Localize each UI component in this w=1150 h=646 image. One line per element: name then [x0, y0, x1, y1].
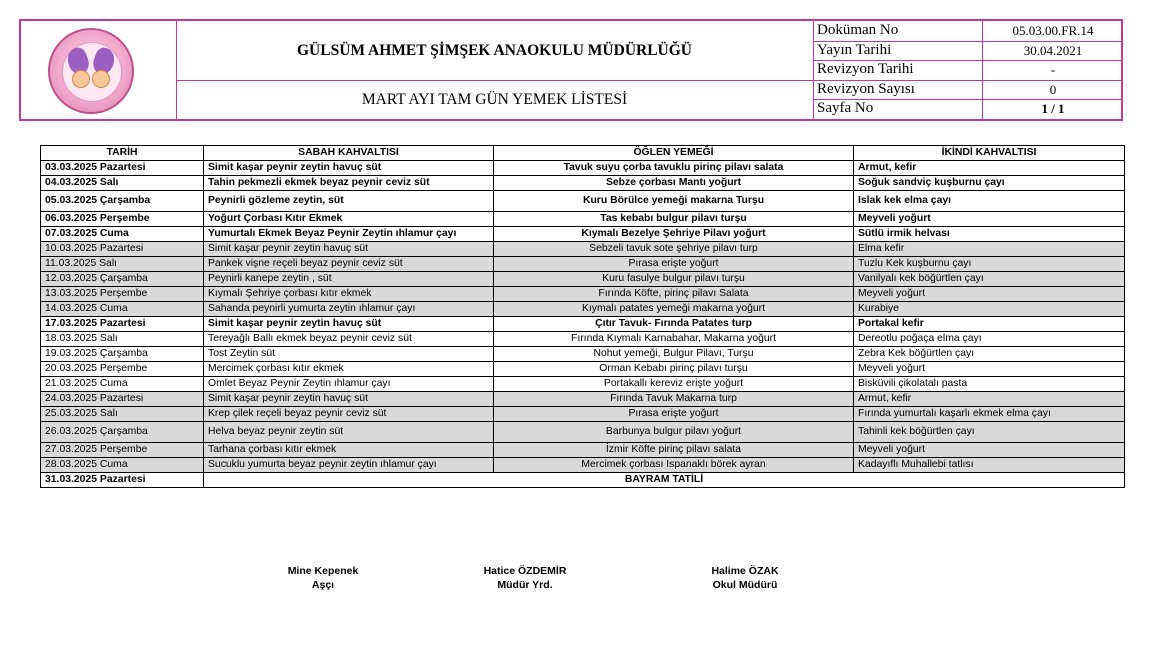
- breakfast-cell: Omlet Beyaz Peynir Zeytin ıhlamur çayı: [204, 377, 494, 392]
- snack-cell: Meyveli yoğurt: [854, 212, 1125, 227]
- breakfast-cell: Tarhana çorbası kıtır ekmek: [204, 443, 494, 458]
- date-cell: 31.03.2025 Pazartesi: [41, 473, 204, 488]
- signature-role: Müdür Yrd.: [497, 579, 553, 591]
- breakfast-cell: Peynirli gözleme zeytin, süt: [204, 191, 494, 212]
- table-row: [41, 362, 1125, 377]
- lunch-cell: Tavuk suyu çorba tavuklu pirinç pilavı salata: [494, 161, 854, 176]
- lunch-cell: Mercimek çorbası Ispanaklı börek ayran: [494, 458, 854, 473]
- lunch-cell: Pırasa erişte yoğurt: [494, 257, 854, 272]
- date-cell: 21.03.2025 Cuma: [41, 377, 204, 392]
- meta-label: Revizyon Sayısı: [817, 80, 915, 97]
- date-cell: 14.03.2025 Cuma: [41, 302, 204, 317]
- signature-name: Halime ÖZAK: [711, 565, 779, 577]
- table-row: [41, 422, 1125, 443]
- lunch-cell: Orman Kebabı pirinç pilavı turşu: [494, 362, 854, 377]
- breakfast-cell: Kıymalı Şehriye çorbası kıtır ekmek: [204, 287, 494, 302]
- meta-value: 30.04.2021: [982, 41, 1123, 61]
- signature-role: Aşçı: [311, 579, 335, 591]
- lunch-cell: Kıymalı patates yemeği makarna yoğurt: [494, 302, 854, 317]
- column-header-date: TARİH: [41, 146, 204, 161]
- meta-label: Revizyon Tarihi: [817, 61, 914, 78]
- date-cell: 03.03.2025 Pazartesi: [41, 161, 204, 176]
- table-row: [41, 458, 1125, 473]
- breakfast-cell: Sucuklu yumurta beyaz peynir zeytin ıhlamur çayı: [204, 458, 494, 473]
- table-row: [41, 242, 1125, 257]
- snack-cell: Kurabiye: [854, 302, 1125, 317]
- table-row: [41, 407, 1125, 422]
- table-row: [41, 392, 1125, 407]
- table-row: [41, 317, 1125, 332]
- signature-name: Mine Kepenek: [287, 565, 359, 577]
- date-cell: 12.03.2025 Çarşamba: [41, 272, 204, 287]
- table-row: [41, 161, 1125, 176]
- date-cell: 05.03.2025 Çarşamba: [41, 191, 204, 212]
- breakfast-cell: Simit kaşar peynir zeytin havuç süt: [204, 242, 494, 257]
- snack-cell: Meyveli yoğurt: [854, 443, 1125, 458]
- table-row: [41, 347, 1125, 362]
- table-row: [41, 227, 1125, 242]
- institution-title: GÜLSÜM AHMET ŞİMŞEK ANAOKULU MÜDÜRLÜĞÜ: [176, 21, 813, 81]
- lunch-cell: Kuru fasulye bulgur pilavı turşu: [494, 272, 854, 287]
- signature-vice-principal: [460, 564, 590, 592]
- snack-cell: Tuzlu Kek kuşburnu çayı: [854, 257, 1125, 272]
- meta-label: Yayın Tarihi: [817, 41, 892, 58]
- breakfast-cell: Helva beyaz peynir zeytin süt: [204, 422, 494, 443]
- logo-cell: [21, 21, 177, 119]
- snack-cell: Soğuk sandviç kuşburnu çayı: [854, 176, 1125, 191]
- date-cell: 27.03.2025 Perşembe: [41, 443, 204, 458]
- school-logo: [48, 28, 134, 114]
- document-subtitle: MART AYI TAM GÜN YEMEK LİSTESİ: [361, 91, 628, 108]
- meta-value: -: [982, 60, 1123, 80]
- table-row: [41, 272, 1125, 287]
- meta-value: 0: [982, 80, 1123, 100]
- snack-cell: Armut, kefir: [854, 392, 1125, 407]
- date-cell: 11.03.2025 Salı: [41, 257, 204, 272]
- lunch-cell: Nohut yemeği, Bulgur Pilavı, Turşu: [494, 347, 854, 362]
- table-row: [41, 377, 1125, 392]
- breakfast-cell: Tahin pekmezli ekmek beyaz peynir ceviz süt: [204, 176, 494, 191]
- meta-value: 05.03.00.FR.14: [982, 21, 1123, 41]
- date-cell: 24.03.2025 Pazartesi: [41, 392, 204, 407]
- table-row: [41, 191, 1125, 212]
- snack-cell: Fırında yumurtalı kaşarlı ekmek elma çayı: [854, 407, 1125, 422]
- meta-label: Doküman No: [817, 22, 899, 38]
- table-row: [41, 302, 1125, 317]
- meta-row-publish-date: [814, 41, 1122, 62]
- snack-cell: Zebra Kek böğürtlen çayı: [854, 347, 1125, 362]
- lunch-cell: Tas kebabı bulgur pilavı turşu: [494, 212, 854, 227]
- breakfast-cell: Tost Zeytin süt: [204, 347, 494, 362]
- lunch-cell: Fırında Tavuk Makarna turp: [494, 392, 854, 407]
- signature-role: Okul Müdürü: [712, 579, 778, 591]
- table-header-row: [41, 146, 1125, 161]
- date-cell: 10.03.2025 Pazartesi: [41, 242, 204, 257]
- breakfast-cell: Mercimek çorbası kıtır ekmek: [204, 362, 494, 377]
- breakfast-cell: Krep çilek reçeli beyaz peynir ceviz süt: [204, 407, 494, 422]
- date-cell: 04.03.2025 Salı: [41, 176, 204, 191]
- document-header: [19, 19, 1123, 121]
- date-cell: 20.03.2025 Perşembe: [41, 362, 204, 377]
- signature-principal: [690, 564, 800, 592]
- date-cell: 13.03.2025 Perşembe: [41, 287, 204, 302]
- signature-cook: [268, 564, 378, 592]
- breakfast-cell: Simit kaşar peynir zeytin havuç süt: [204, 317, 494, 332]
- snack-cell: Tahinli kek böğürtlen çayı: [854, 422, 1125, 443]
- snack-cell: Sütlü irmik helvası: [854, 227, 1125, 242]
- table-row: [41, 287, 1125, 302]
- lunch-cell: Kuru Börülce yemeği makarna Turşu: [494, 191, 854, 212]
- breakfast-cell: Simit kaşar peynir zeytin havuç süt: [204, 161, 494, 176]
- table-row: [41, 332, 1125, 347]
- lunch-cell: Sebzeli tavuk sote şehriye pilavı turp: [494, 242, 854, 257]
- meta-row-revision-date: [814, 60, 1122, 81]
- snack-cell: Meyveli yoğurt: [854, 362, 1125, 377]
- menu-table: [40, 145, 1125, 488]
- table-row: [41, 443, 1125, 458]
- lunch-cell: Çıtır Tavuk- Fırında Patates turp: [494, 317, 854, 332]
- child-face-icon: [72, 70, 90, 88]
- snack-cell: Meyveli yoğurt: [854, 287, 1125, 302]
- snack-cell: Portakal kefir: [854, 317, 1125, 332]
- menu-body: [41, 161, 1125, 488]
- column-header-lunch: ÖĞLEN YEMEĞİ: [494, 146, 854, 161]
- lunch-cell: Sebze çorbası Mantı yoğurt: [494, 176, 854, 191]
- holiday-cell: BAYRAM TATİLİ: [204, 473, 1125, 488]
- date-cell: 26.03.2025 Çarşamba: [41, 422, 204, 443]
- snack-cell: Elma kefir: [854, 242, 1125, 257]
- lunch-cell: Portakallı kereviz erişte yoğurt: [494, 377, 854, 392]
- date-cell: 25.03.2025 Salı: [41, 407, 204, 422]
- breakfast-cell: Tereyağlı Ballı ekmek beyaz peynir ceviz süt: [204, 332, 494, 347]
- snack-cell: Bisküvili çikolatalı pasta: [854, 377, 1125, 392]
- lunch-cell: İzmir Köfte pirinç pilavı salata: [494, 443, 854, 458]
- breakfast-cell: Peynirli kanepe zeytin , süt: [204, 272, 494, 287]
- breakfast-cell: Yoğurt Çorbası Kıtır Ekmek: [204, 212, 494, 227]
- signature-name: Hatice ÖZDEMİR: [483, 565, 567, 577]
- breakfast-cell: Yumurtalı Ekmek Beyaz Peynir Zeytin ıhlamur çayı: [204, 227, 494, 242]
- snack-cell: Armut, kefir: [854, 161, 1125, 176]
- lunch-cell: Kıymalı Bezelye Şehriye Pilavı yoğurt: [494, 227, 854, 242]
- table-row: [41, 257, 1125, 272]
- lunch-cell: Barbunya bulgur pilavı yoğurt: [494, 422, 854, 443]
- date-cell: 18.03.2025 Salı: [41, 332, 204, 347]
- document-meta: [813, 21, 1122, 119]
- meta-row-revision-count: [814, 80, 1122, 101]
- snack-cell: Islak kek elma çayı: [854, 191, 1125, 212]
- table-row: [41, 212, 1125, 227]
- date-cell: 07.03.2025 Cuma: [41, 227, 204, 242]
- breakfast-cell: Sahanda peynirli yumurta zeytin ıhlamur çayı: [204, 302, 494, 317]
- snack-cell: Vanilyalı kek böğürtlen çayı: [854, 272, 1125, 287]
- meta-row-document-no: [814, 21, 1122, 42]
- table-row: [41, 176, 1125, 191]
- breakfast-cell: Pankek vişne reçeli beyaz peynir ceviz süt: [204, 257, 494, 272]
- lunch-cell: Fırında Kıymalı Karnabahar, Makarna yoğurt: [494, 332, 854, 347]
- meta-label: Sayfa No: [817, 100, 874, 117]
- breakfast-cell: Simit kaşar peynir zeytin havuç süt: [204, 392, 494, 407]
- column-header-breakfast: SABAH KAHVALTISI: [204, 146, 494, 161]
- child-face-icon: [92, 70, 110, 88]
- table-row-holiday: [41, 473, 1125, 488]
- date-cell: 17.03.2025 Pazartesi: [41, 317, 204, 332]
- title-cell: [176, 21, 813, 119]
- snack-cell: Kadayıflı Muhallebi tatlısı: [854, 458, 1125, 473]
- date-cell: 06.03.2025 Perşembe: [41, 212, 204, 227]
- snack-cell: Dereotlu poğaça elma çayı: [854, 332, 1125, 347]
- date-cell: 28.03.2025 Cuma: [41, 458, 204, 473]
- lunch-cell: Fırında Köfte, pirinç pilavı Salata: [494, 287, 854, 302]
- date-cell: 19.03.2025 Çarşamba: [41, 347, 204, 362]
- lunch-cell: Pırasa erişte yoğurt: [494, 407, 854, 422]
- column-header-snack: İKİNDİ KAHVALTISI: [854, 146, 1125, 161]
- meta-value: 1 / 1: [982, 99, 1123, 119]
- meta-row-page-no: [814, 99, 1122, 119]
